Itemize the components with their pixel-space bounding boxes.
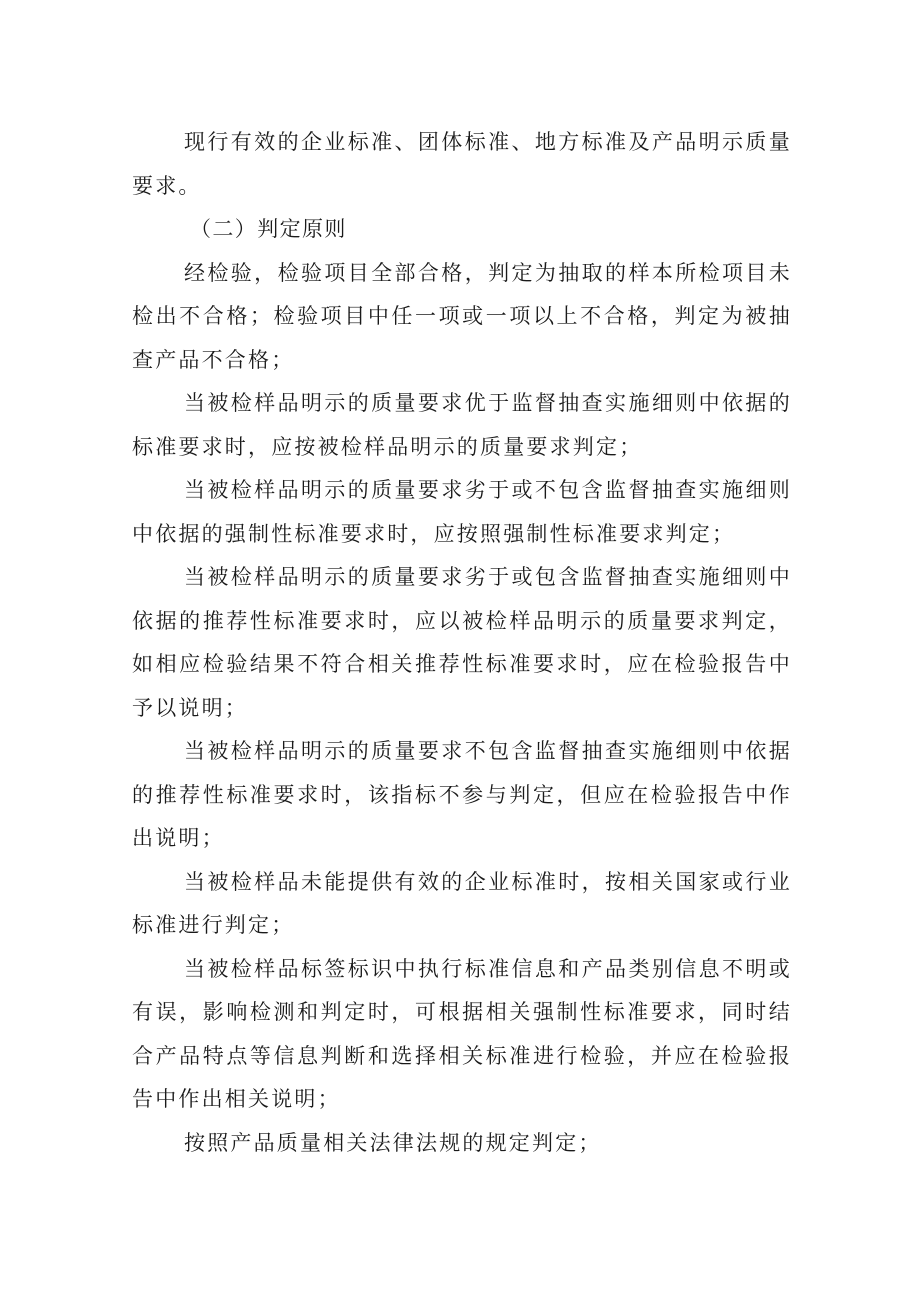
paragraph-recommended-standards: 当被检样品明示的质量要求劣于或包含监督抽查实施细则中依据的推荐性标准要求时，应以被检样品明示的质量要求判定，如相应检验结果不符合相关推荐性标准要求时，应在检验报告中予以说明； bbox=[132, 565, 792, 720]
paragraph-no-enterprise-standard: 当被检样品未能提供有效的企业标准时，按相关国家或行业标准进行判定； bbox=[132, 869, 792, 937]
document-body bbox=[132, 121, 792, 1165]
paragraph-superior-requirements: 当被检样品明示的质量要求优于监督抽查实施细则中依据的标准要求时，应按被检样品明示的质量要求判定； bbox=[132, 391, 792, 459]
paragraph-standards-continued: 现行有效的企业标准、团体标准、地方标准及产品明示质量要求。 bbox=[132, 130, 792, 198]
paragraph-inspection-result: 经检验，检验项目全部合格，判定为抽取的样本所检项目未检出不合格；检验项目中任一项或一项以上不合格，判定为被抽查产品不合格； bbox=[132, 260, 792, 372]
paragraph-mandatory-standards: 当被检样品明示的质量要求劣于或不包含监督抽查实施细则中依据的强制性标准要求时，应按照强制性标准要求判定； bbox=[132, 478, 792, 546]
paragraph-laws-regulations: 按照产品质量相关法律法规的规定判定； bbox=[184, 1130, 602, 1155]
paragraph-not-included-recommended: 当被检样品明示的质量要求不包含监督抽查实施细则中依据的推荐性标准要求时，该指标不参与判定，但应在检验报告中作出说明； bbox=[132, 739, 792, 850]
paragraph-unclear-label-info: 当被检样品标签标识中执行标准信息和产品类别信息不明或有误，影响检测和判定时，可根据相关强制性标准要求，同时结合产品特点等信息判断和选择相关标准进行检验，并应在检验报告中作出相关说明； bbox=[132, 956, 792, 1111]
section-heading-judgment-principles: （二）判定原则 bbox=[190, 217, 347, 241]
